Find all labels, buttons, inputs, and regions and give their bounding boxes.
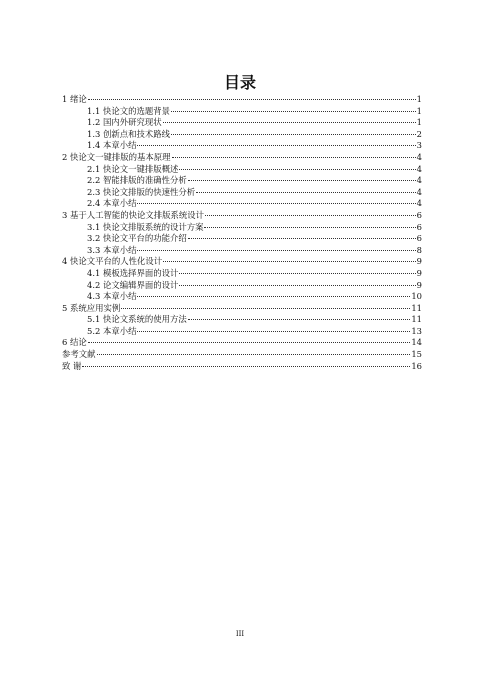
- toc-entry[interactable]: [62, 233, 422, 245]
- dot-leader: [205, 215, 416, 216]
- toc-entry-page: 16: [411, 360, 422, 371]
- toc-entry-page: 1: [416, 94, 422, 104]
- dot-leader: [179, 273, 415, 274]
- page-title: 目录: [223, 73, 256, 92]
- toc-entry[interactable]: [62, 280, 422, 292]
- toc-entry[interactable]: [62, 117, 422, 129]
- toc-entry[interactable]: [62, 314, 422, 326]
- toc-entry-title: 1.4 本章小结: [87, 140, 137, 151]
- toc-entry-title: 4.2 论文编辑界面的设计: [87, 279, 179, 290]
- toc-entry-title: 3 基于人工智能的快论文排版系统设计: [62, 209, 204, 220]
- dot-leader: [171, 111, 416, 112]
- toc-entry[interactable]: [62, 106, 422, 118]
- toc-entry-title: 1.1 快论文的选题背景: [87, 105, 170, 116]
- toc-entry-page: 4: [416, 151, 422, 162]
- toc-entry-page: 6: [416, 233, 422, 244]
- dot-leader: [204, 227, 415, 228]
- toc-entry-title: 4 快论文平台的人性化设计: [62, 256, 163, 267]
- toc-entry[interactable]: [62, 291, 422, 303]
- toc-entry[interactable]: [62, 140, 422, 152]
- toc-entry-title: 致 谢: [62, 360, 82, 371]
- toc-entry-page: 14: [411, 337, 422, 348]
- toc-entry[interactable]: [62, 326, 422, 338]
- toc-entry-page: 11: [411, 302, 422, 313]
- dot-leader: [196, 192, 416, 193]
- toc-entry-title: 3.2 快论文平台的功能介绍: [87, 233, 187, 244]
- toc-entry-page: 9: [416, 267, 422, 278]
- toc-entry-title: 6 结论: [62, 337, 87, 348]
- toc-entry[interactable]: [62, 303, 422, 315]
- toc-entry-page: 4: [416, 186, 422, 197]
- toc-entry[interactable]: [62, 164, 422, 176]
- dot-leader: [163, 261, 416, 262]
- dot-leader: [88, 342, 411, 343]
- toc-entry-page: 13: [411, 325, 422, 336]
- toc-entry[interactable]: [62, 245, 422, 257]
- table-of-contents: [62, 94, 422, 372]
- toc-entry[interactable]: [62, 222, 422, 234]
- toc-entry-title: 2.1 快论文一键排版概述: [87, 163, 179, 174]
- dot-leader: [188, 319, 411, 320]
- toc-entry[interactable]: [62, 94, 422, 106]
- toc-entry-page: 2: [416, 128, 422, 139]
- dot-leader: [171, 134, 416, 135]
- dot-leader: [172, 157, 416, 158]
- toc-entry-title: 2.3 快论文排版的快速性分析: [87, 186, 196, 197]
- toc-entry-title: 1.2 国内外研究现状: [87, 117, 162, 128]
- dot-leader: [188, 238, 416, 239]
- dot-leader: [137, 296, 410, 297]
- dot-leader: [163, 122, 416, 123]
- dot-leader: [97, 354, 411, 355]
- toc-entry-title: 2.2 智能排版的准确性分析: [87, 175, 187, 186]
- toc-entry-title: 4.1 模板选择界面的设计: [87, 267, 179, 278]
- dot-leader: [137, 145, 415, 146]
- toc-entry-page: 15: [411, 349, 422, 360]
- toc-entry-page: 1: [416, 117, 422, 128]
- toc-entry[interactable]: [62, 152, 422, 164]
- toc-entry-title: 3.3 本章小结: [87, 244, 137, 255]
- dot-leader: [188, 180, 416, 181]
- toc-entry-page: 10: [411, 291, 422, 302]
- dot-leader: [137, 331, 410, 332]
- toc-entry[interactable]: [62, 187, 422, 199]
- toc-entry[interactable]: [62, 349, 422, 361]
- page-number: III: [235, 630, 245, 638]
- toc-entry-title: 5 系统应用实例: [62, 302, 121, 313]
- dot-leader: [88, 99, 416, 100]
- toc-entry-title: 1 绪论: [62, 94, 87, 104]
- toc-entry-page: 6: [416, 209, 422, 220]
- toc-entry[interactable]: [62, 361, 422, 373]
- dot-leader: [179, 169, 415, 170]
- toc-entry-page: 11: [411, 314, 422, 325]
- toc-entry[interactable]: [62, 198, 422, 210]
- toc-entry[interactable]: [62, 210, 422, 222]
- toc-entry-page: 3: [416, 140, 422, 151]
- dot-leader: [82, 366, 410, 367]
- toc-entry-page: 4: [416, 198, 422, 209]
- dot-leader: [179, 285, 415, 286]
- toc-entry-page: 4: [416, 175, 422, 186]
- toc-entry-page: 9: [416, 256, 422, 267]
- toc-entry-page: 1: [416, 105, 422, 116]
- toc-entry-title: 2 快论文一键排版的基本原理: [62, 151, 171, 162]
- dot-leader: [137, 250, 415, 251]
- toc-entry-title: 1.3 创新点和技术路线: [87, 128, 170, 139]
- dot-leader: [137, 203, 415, 204]
- toc-entry[interactable]: [62, 256, 422, 268]
- toc-entry-title: 5.1 快论文系统的使用方法: [87, 314, 187, 325]
- toc-entry-title: 4.3 本章小结: [87, 291, 137, 302]
- toc-entry-page: 8: [416, 244, 422, 255]
- toc-entry-page: 9: [416, 279, 422, 290]
- toc-entry-title: 参考文献: [62, 349, 96, 360]
- toc-entry[interactable]: [62, 175, 422, 187]
- toc-entry[interactable]: [62, 129, 422, 141]
- toc-entry-title: 5.2 本章小结: [87, 325, 137, 336]
- toc-entry[interactable]: [62, 268, 422, 280]
- toc-entry-title: 3.1 快论文排版系统的设计方案: [87, 221, 204, 232]
- dot-leader: [121, 308, 410, 309]
- toc-entry-title: 2.4 本章小结: [87, 198, 137, 209]
- toc-entry-page: 6: [416, 221, 422, 232]
- toc-entry-page: 4: [416, 163, 422, 174]
- toc-entry[interactable]: [62, 337, 422, 349]
